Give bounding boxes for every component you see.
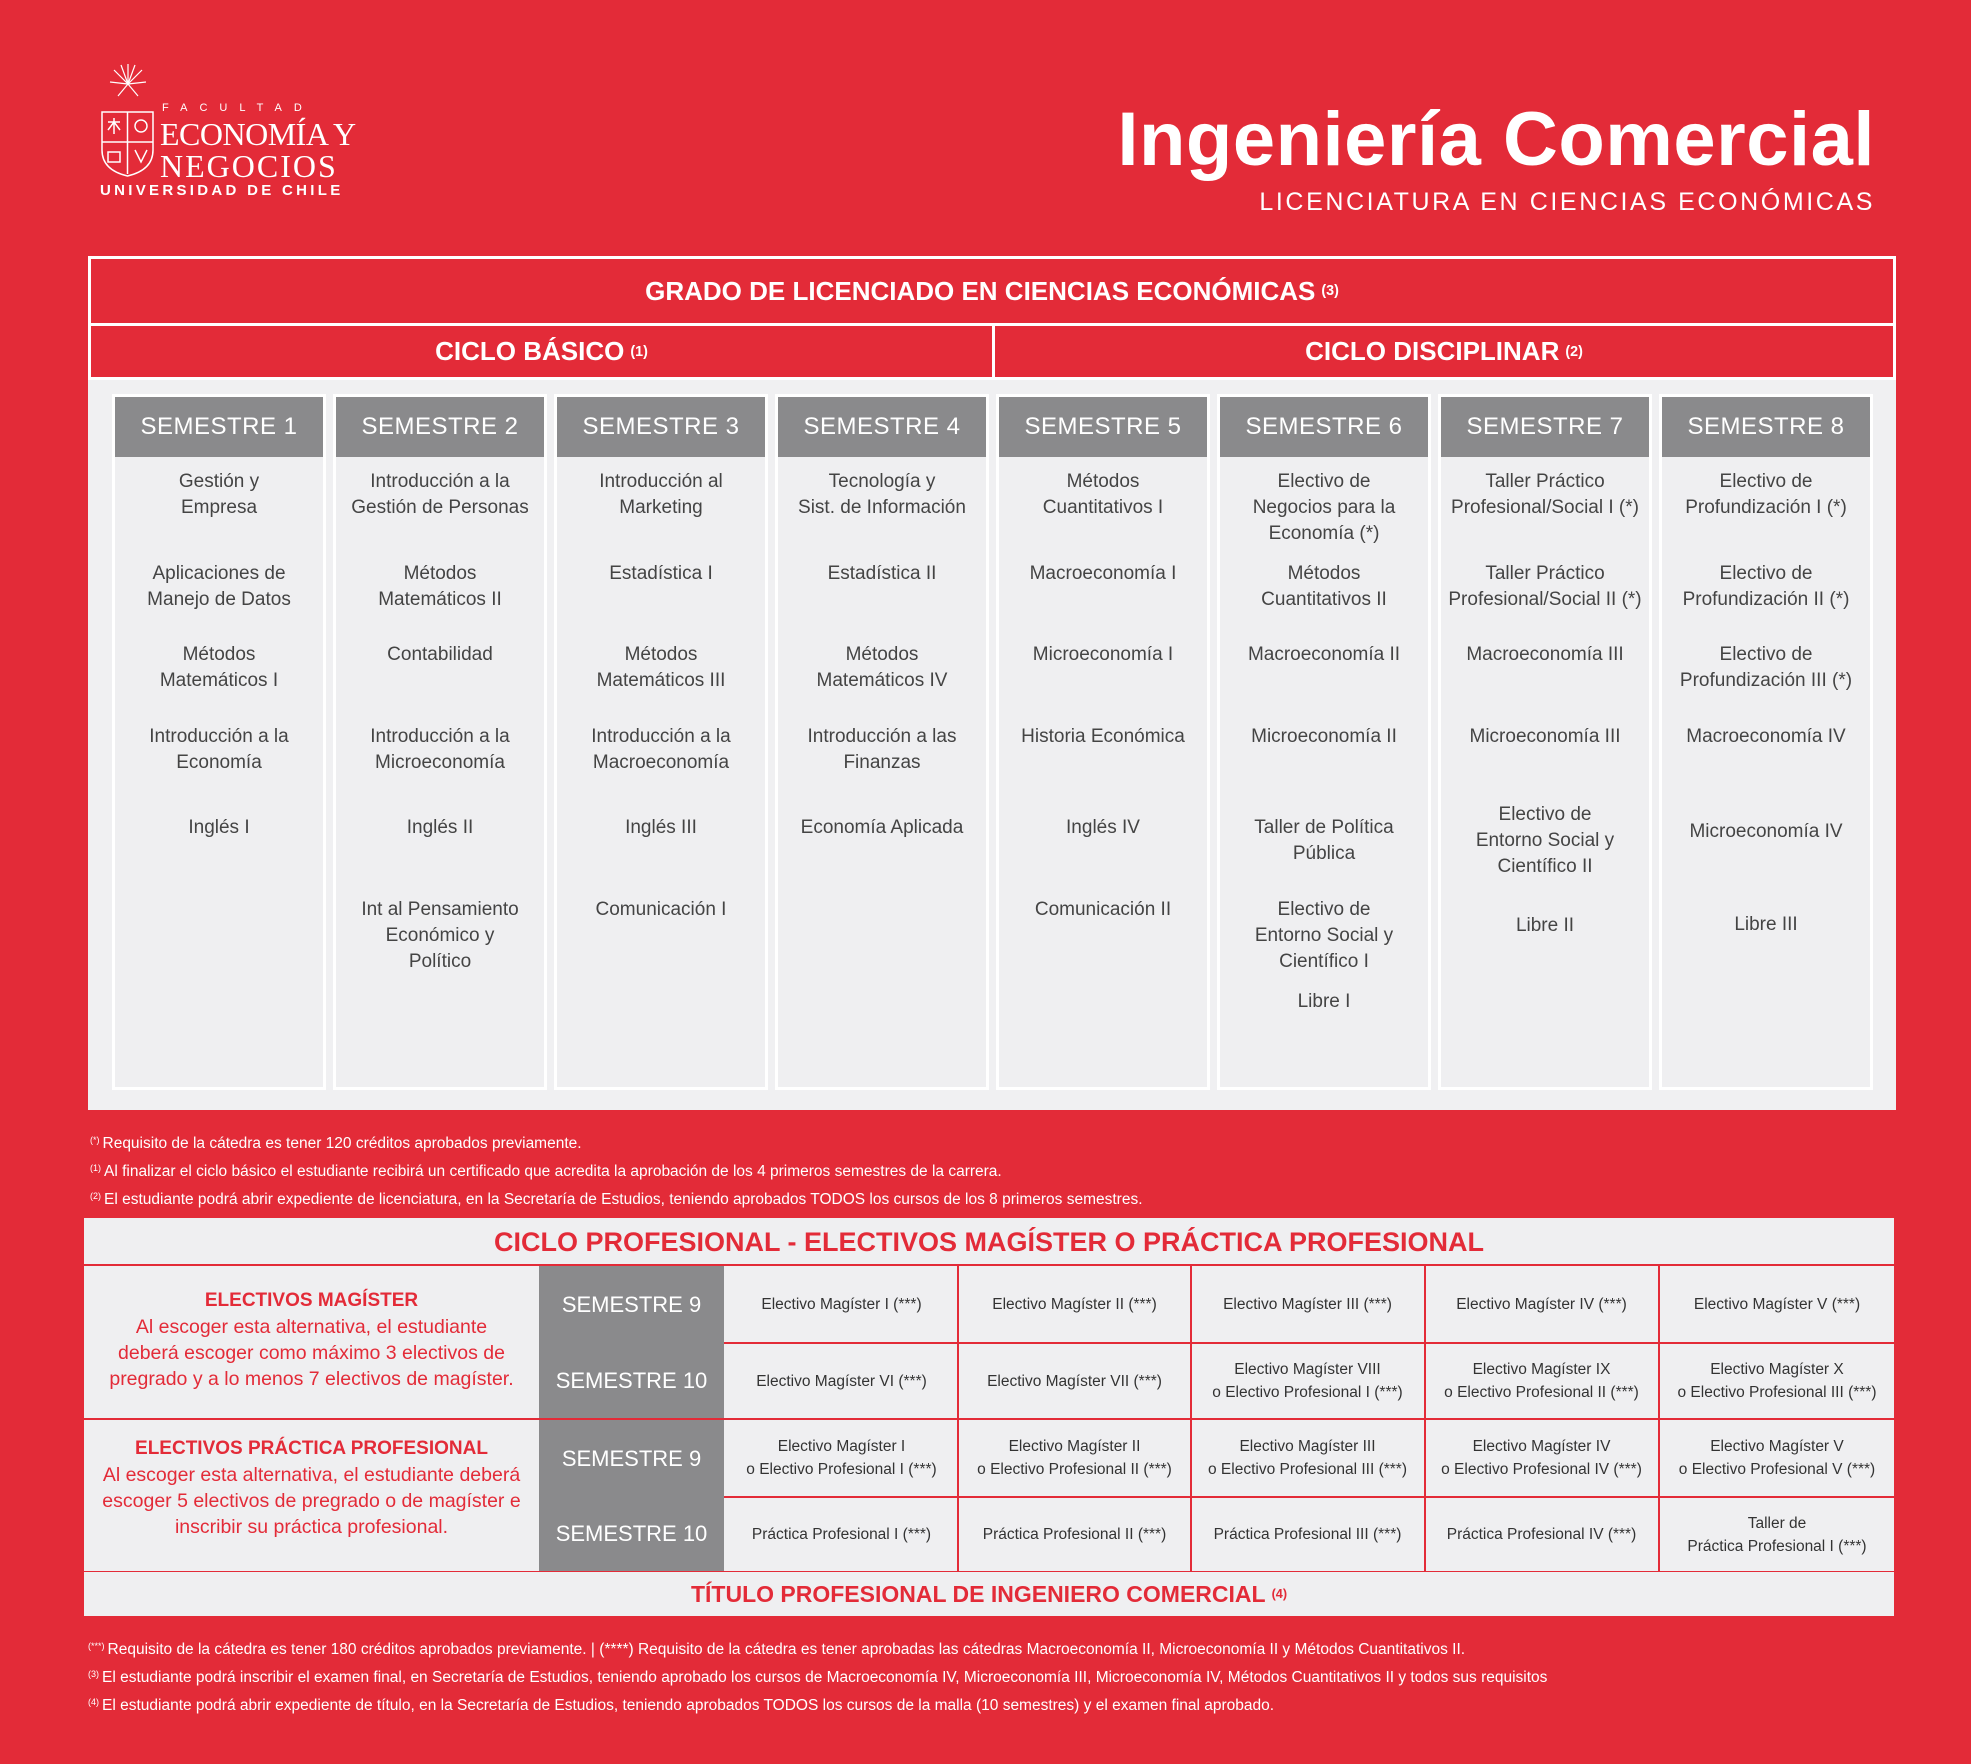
course-item: Microeconomía I <box>1032 644 1174 665</box>
semester-10-cell: SEMESTRE 10 <box>539 1497 724 1571</box>
elective-cell: Electivo Magíster IV (***) <box>1456 1295 1627 1313</box>
course-item: Electivo de Entorno Social y Científico I <box>1254 899 1394 972</box>
divider <box>724 1342 1894 1344</box>
footnote: (***) Requisito de la cátedra es tener 180 créditos aprobados previamente. | (****) Requisito de la cátedra es tener aprobadas las cátedras Macroeconomía II, Microeconomía II y Métodos Cuantitativos II. <box>88 1641 1466 1658</box>
grado-note: (3) <box>1321 283 1339 299</box>
course-item: Microeconomía II <box>1251 726 1397 747</box>
semester-header: SEMESTRE 6 <box>1220 397 1428 457</box>
course-item: Introducción a la Economía <box>149 726 289 773</box>
page-title: Ingeniería Comercial <box>1117 97 1875 182</box>
course-item: Taller Práctico Profesional/Social I (*) <box>1451 471 1639 518</box>
course-item: Tecnología y Sist. de Información <box>798 471 966 518</box>
elective-cell: Electivo Magíster V (***) <box>1693 1295 1861 1313</box>
semester-column <box>112 394 326 1090</box>
option-practica-title: ELECTIVOS PRÁCTICA PROFESIONAL <box>135 1438 488 1459</box>
course-item: Electivo de Negocios para la Economía (*) <box>1252 471 1396 544</box>
titulo-note: (4) <box>1271 1587 1288 1601</box>
semester-column <box>554 394 768 1090</box>
course-item: Métodos Matemáticos III <box>596 644 726 691</box>
course-item: Estadística I <box>609 563 713 584</box>
course-item: Macroeconomía II <box>1247 644 1401 665</box>
course-item: Introducción a la Microeconomía <box>370 726 510 773</box>
course-item: Microeconomía IV <box>1689 821 1843 842</box>
semester-header: SEMESTRE 5 <box>999 397 1207 457</box>
course-item: Estadística II <box>827 563 937 584</box>
semester-column <box>1438 394 1652 1090</box>
course-item: Microeconomía III <box>1469 726 1621 747</box>
course-item: Inglés III <box>625 817 697 838</box>
course-item: Taller de Política Pública <box>1254 817 1394 864</box>
option-practica <box>84 1436 539 1540</box>
option-magister-title: ELECTIVOS MAGÍSTER <box>204 1290 419 1311</box>
grado-label: GRADO DE LICENCIADO EN CIENCIAS ECONÓMICAS <box>645 275 1316 306</box>
elective-cell: Electivo Magíster X o Electivo Profesional III (***) <box>1677 1361 1877 1401</box>
ciclo-basico-note: (1) <box>630 343 648 360</box>
footnotes-top <box>90 1128 1143 1212</box>
course-item: Métodos Matemáticos IV <box>816 644 948 691</box>
divider <box>84 1418 1894 1420</box>
elective-cell: Práctica Profesional I (***) <box>751 1526 932 1543</box>
star-rays-icon <box>108 62 148 106</box>
course-item: Aplicaciones de Manejo de Datos <box>147 563 291 610</box>
logo-negocios: NEGOCIOS <box>160 148 338 184</box>
divider <box>1424 1266 1426 1571</box>
semester-column <box>333 394 547 1090</box>
elective-cell: Práctica Profesional III (***) <box>1213 1526 1402 1543</box>
ciclo-basico-label: CICLO BÁSICO <box>435 336 625 366</box>
course-item: Macroeconomía IV <box>1686 726 1846 747</box>
semester-column <box>996 394 1210 1090</box>
semester-9-cell: SEMESTRE 9 <box>539 1266 724 1343</box>
semester-grid <box>88 380 1896 1110</box>
course-item: Introducción a la Macroeconomía <box>591 726 731 773</box>
course-item: Comunicación II <box>1034 899 1172 920</box>
footnotes-bottom <box>88 1634 1547 1718</box>
logo-universidad: UNIVERSIDAD DE CHILE <box>100 182 344 199</box>
course-item: Economía Aplicada <box>800 817 964 838</box>
elective-cell: Electivo Magíster VII (***) <box>987 1372 1162 1390</box>
elective-cell: Electivo Magíster IV o Electivo Profesional IV (***) <box>1441 1438 1642 1478</box>
ciclo-basico-header <box>88 326 995 380</box>
elective-cell: Electivo Magíster III o Electivo Profesional III (***) <box>1207 1438 1407 1478</box>
course-item: Macroeconomía I <box>1029 563 1177 584</box>
logo-facultad: FACULTAD <box>162 102 314 114</box>
course-item: Inglés IV <box>1066 817 1140 838</box>
course-item: Int al Pensamiento Económico y Político <box>361 899 519 972</box>
footnote: $^{(2)}$ El estudiante podrá abrir expediente de licenciatura, en la Secretaría de Estudios, teniendo aprobados TODOS los cursos de los 8 primeros semestres. <box>90 1191 1143 1208</box>
semester-9-cell: SEMESTRE 9 <box>539 1420 724 1497</box>
titulo-profesional-header <box>84 1572 1894 1616</box>
course-item: Electivo de Profundización III (*) <box>1679 644 1853 691</box>
ciclo-disciplinar-label: CICLO DISCIPLINAR <box>1305 336 1560 366</box>
footnote: (*) Requisito de la cátedra es tener 120 créditos aprobados previamente. <box>90 1135 582 1152</box>
course-item: Introducción a las Finanzas <box>807 726 957 773</box>
semester-column <box>775 394 989 1090</box>
elective-cell: Electivo Magíster II o Electivo Profesional II (***) <box>977 1438 1172 1478</box>
divider <box>1658 1266 1660 1571</box>
course-item: Libre II <box>1515 915 1575 936</box>
course-item: Electivo de Profundización I (*) <box>1685 471 1847 518</box>
course-item: Introducción a la Gestión de Personas <box>351 471 529 518</box>
grado-licenciado-header <box>88 256 1896 326</box>
course-item: Libre III <box>1734 914 1798 935</box>
semester-column <box>1217 394 1431 1090</box>
elective-cell: Electivo Magíster VI (***) <box>756 1372 927 1390</box>
university-shield-icon <box>100 108 155 178</box>
course-item: Métodos Matemáticos II <box>378 563 502 610</box>
ciclo-disciplinar-header <box>992 326 1896 380</box>
course-item: Gestión y Empresa <box>178 471 260 518</box>
ciclo-profesional-table <box>84 1266 1894 1571</box>
semester-header: SEMESTRE 3 <box>557 397 765 457</box>
ciclo-disciplinar-note: (2) <box>1565 343 1583 360</box>
divider <box>1190 1266 1192 1571</box>
elective-cell: Electivo Magíster VIII o Electivo Profesional I (***) <box>1212 1361 1403 1401</box>
course-item: Libre I <box>1297 991 1351 1012</box>
option-practica-desc: Al escoger esta alternativa, el estudiante deberá escoger 5 electivos de pregrado o de magíster e inscribir su práctica profesional. <box>102 1464 521 1538</box>
ciclo-profesional-header: CICLO PROFESIONAL - ELECTIVOS MAGÍSTER O PRÁCTICA PROFESIONAL <box>84 1218 1894 1266</box>
elective-cell: Electivo Magíster V o Electivo Profesional V (***) <box>1678 1438 1876 1478</box>
divider <box>84 1264 1894 1266</box>
elective-cell: Práctica Profesional II (***) <box>982 1526 1167 1543</box>
course-item: Métodos Matemáticos I <box>159 644 279 691</box>
course-item: Inglés II <box>406 817 474 838</box>
footnote: $^{(4)}$ El estudiante podrá abrir expediente de título, en la Secretaría de Estudios, teniendo aprobados TODOS los cursos de la malla (10 semestres) y el examen final aprobado. <box>88 1697 1275 1714</box>
course-item: Historia Económica <box>1021 726 1185 747</box>
semester-header: SEMESTRE 2 <box>336 397 544 457</box>
elective-cell: Electivo Magíster IX o Electivo Profesional II (***) <box>1444 1361 1639 1401</box>
titulo-label: TÍTULO PROFESIONAL DE INGENIERO COMERCIAL <box>690 1580 1266 1607</box>
elective-cell: Electivo Magíster II (***) <box>992 1295 1157 1313</box>
option-magister <box>84 1288 539 1392</box>
elective-cell: Taller de Práctica Profesional I (***) <box>1687 1514 1867 1555</box>
course-item: Métodos Cuantitativos II <box>1261 563 1387 610</box>
divider <box>724 1496 1894 1498</box>
faculty-logo <box>100 62 356 207</box>
course-item: Contabilidad <box>387 644 493 665</box>
page-subtitle: LICENCIATURA EN CIENCIAS ECONÓMICAS <box>1259 188 1875 216</box>
course-item: Electivo de Entorno Social y Científico II <box>1475 804 1615 877</box>
semester-header: SEMESTRE 8 <box>1662 397 1870 457</box>
semester-header: SEMESTRE 4 <box>778 397 986 457</box>
course-item: Inglés I <box>188 817 250 838</box>
footnote: $^{(3)}$ El estudiante podrá inscribir el examen final, en Secretaría de Estudios, teniendo aprobado los cursos de Macroeconomía IV, Microeconomía III, Microeconomía IV, Métodos Cuantitativos II y todos sus requisitos <box>88 1669 1548 1686</box>
semester-header: SEMESTRE 7 <box>1441 397 1649 457</box>
semester-column <box>1659 394 1873 1090</box>
option-magister-desc: Al escoger esta alternativa, el estudiante deberá escoger como máximo 3 electivos de pregrado y a lo menos 7 electivos de magíster. <box>109 1316 514 1390</box>
course-item: Electivo de Profundización II (*) <box>1682 563 1850 610</box>
course-item: Métodos Cuantitativos I <box>1042 471 1164 518</box>
semester-10-cell: SEMESTRE 10 <box>539 1343 724 1418</box>
elective-cell: Electivo Magíster I o Electivo Profesional I (***) <box>746 1438 937 1478</box>
elective-cell: Práctica Profesional IV (***) <box>1446 1526 1637 1543</box>
course-item: Macroeconomía III <box>1466 644 1624 665</box>
elective-cell: Electivo Magíster I (***) <box>761 1295 922 1313</box>
elective-cell: Electivo Magíster III (***) <box>1223 1295 1392 1313</box>
semester-header: SEMESTRE 1 <box>115 397 323 457</box>
footnote: $^{(1)}$ Al finalizar el ciclo básico el estudiante recibirá un certificado que acredita la aprobación de los 4 primeros semestres de la carrera. <box>90 1163 1002 1180</box>
logo-economia: ECONOMÍA Y <box>160 116 356 152</box>
course-item: Comunicación I <box>595 899 727 920</box>
course-item: Introducción al Marketing <box>599 471 723 518</box>
divider <box>957 1266 959 1571</box>
course-item: Taller Práctico Profesional/Social II (*) <box>1448 563 1642 610</box>
